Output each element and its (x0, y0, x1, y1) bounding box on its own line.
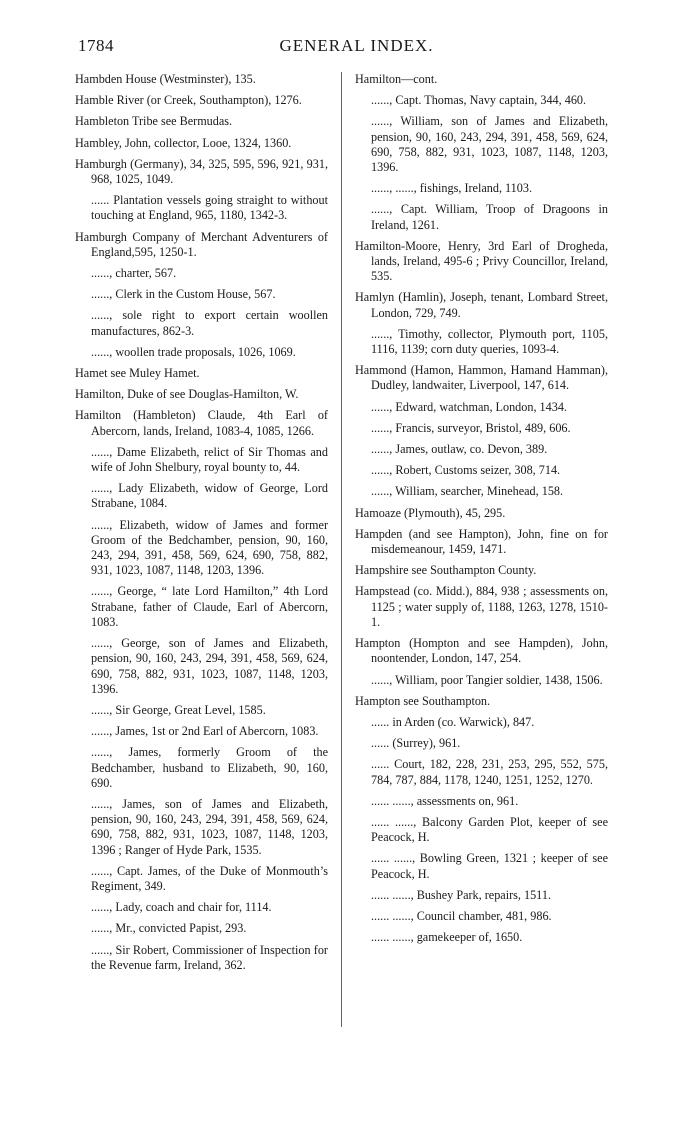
index-entry: Hamilton (Hambleton) Claude, 4th Earl of Abercorn, lands, Ireland, 1083-4, 1085, 1266. (75, 408, 328, 438)
index-entry: Hamlyn (Hamlin), Joseph, tenant, Lombard Street, London, 729, 749. (355, 290, 608, 320)
index-subentry: ...... in Arden (co. Warwick), 847. (371, 714, 535, 729)
index-entry: Hambley, John, collector, Looe, 1324, 1360. (75, 135, 292, 150)
index-subentry: ...... ......, Bowling Green, 1321 ; keeper of see Peacock, H. (371, 851, 608, 881)
index-entry: Hampstead (co. Midd.), 884, 938 ; assessments on, 1125 ; water supply of, 1188, 1263, 1278, 1510-1. (355, 584, 608, 629)
index-subentry: ......, George, son of James and Elizabeth, pension, 90, 160, 243, 294, 391, 458, 569, 624, 690, 758, 882, 931, 1023, 1087, 1148, 1203, 1396. (91, 636, 328, 696)
index-subentry: ...... ......, Balcony Garden Plot, keeper of see Peacock, H. (371, 814, 608, 845)
index-subentry: ......, Lady Elizabeth, widow of George, Lord Strabane, 1084. (91, 481, 328, 511)
index-subentry: ......, William, searcher, Minehead, 158. (371, 484, 564, 499)
index-subentry: ......, Robert, Customs seizer, 308, 714. (371, 463, 561, 478)
index-subentry: ......, James, 1st or 2nd Earl of Abercorn, 1083. (91, 724, 319, 739)
index-subentry: ......, William, son of James and Elizabeth, pension, 90, 160, 243, 294, 391, 458, 569, 624, 690, 758, 882, 931, 1023, 1087, 1148, 1203, 1396. (371, 114, 608, 175)
index-entry: Hamburgh Company of Merchant Adventurers of England,595, 1250-1. (75, 229, 328, 259)
index-entry: Hamble River (or Creek, Southampton), 1276. (75, 93, 302, 108)
index-subentry: ......, William, poor Tangier soldier, 1438, 1506. (371, 672, 603, 687)
index-entry: Hampshire see Southampton County. (355, 563, 537, 578)
index-entry: Hambden House (Westminster), 135. (75, 72, 256, 86)
index-entry: Hampton (Hompton and see Hampden), John, noontender, London, 147, 254. (355, 636, 608, 666)
index-subentry: ...... ......, Bushey Park, repairs, 1511. (371, 887, 551, 902)
index-subentry: ......, woollen trade proposals, 1026, 1069. (91, 344, 296, 359)
index-subentry: ...... (Surrey), 961. (371, 736, 461, 751)
index-subentry: ...... ......, Council chamber, 481, 986. (371, 908, 552, 923)
index-subentry: ......, Capt. William, Troop of Dragoons in Ireland, 1261. (371, 202, 608, 232)
index-subentry: ......, sole right to export certain woollen manufactures, 862-3. (91, 308, 328, 338)
index-column-right (355, 72, 608, 951)
column-divider (341, 72, 342, 1027)
index-subentry: ...... Court, 182, 228, 231, 253, 295, 552, 575, 784, 787, 884, 1178, 1240, 1251, 1252, 1270. (371, 757, 608, 787)
index-entry: Hamilton-Moore, Henry, 3rd Earl of Drogheda, lands, Ireland, 495-6 ; Privy Councillor, Ireland, 535. (355, 238, 608, 284)
index-subentry: ......, George, “ late Lord Hamilton,” 4th Lord Strabane, father of Claude, Earl of Abercorn, 1083. (91, 584, 328, 629)
index-entry: Hambleton Tribe see Bermudas. (75, 114, 233, 129)
index-entry: Hammond (Hamon, Hammon, Hamand Hamman), Dudley, landwaiter, Liverpool, 147, 614. (355, 363, 608, 393)
index-subentry: ......, Francis, surveyor, Bristol, 489, 606. (371, 420, 571, 435)
index-subentry: ......, charter, 567. (91, 266, 177, 281)
index-entry: Hamilton, Duke of see Douglas-Hamilton, W. (75, 387, 299, 402)
index-subentry: ......, James, formerly Groom of the Bedchamber, husband to Elizabeth, 90, 160, 690. (91, 745, 328, 790)
index-subentry: ......, ......, fishings, Ireland, 1103. (371, 181, 533, 196)
index-subentry: ......, Timothy, collector, Plymouth port, 1105, 1116, 1139; corn duty queries, 1093-4. (371, 326, 608, 357)
index-subentry: ...... Plantation vessels going straight to without touching at England, 965, 1180, 1342-3. (91, 193, 328, 223)
index-subentry: ......, James, son of James and Elizabeth, pension, 90, 160, 243, 294, 391, 458, 569, 624, 690, 758, 882, 931, 1023, 1087, 1148, 1203, 1396 ; Ranger of Hyde Park, 1535. (91, 796, 328, 857)
index-subentry: ......, Capt. Thomas, Navy captain, 344, 460. (371, 93, 587, 108)
page-title: GENERAL INDEX. (279, 36, 434, 55)
index-subentry: ......, Dame Elizabeth, relict of Sir Thomas and wife of John Shelbury, royal bounty to, 44. (91, 444, 328, 475)
index-subentry: ......, Mr., convicted Papist, 293. (91, 921, 247, 936)
index-subentry: ......, Capt. James, of the Duke of Monmouth’s Regiment, 349. (91, 863, 328, 893)
index-subentry: ......, Lady, coach and chair for, 1114. (91, 900, 272, 915)
index-subentry: ......, Edward, watchman, London, 1434. (371, 399, 567, 414)
index-subentry: ......, Sir George, Great Level, 1585. (91, 702, 266, 717)
index-entry: Hampton see Southampton. (355, 693, 491, 708)
index-subentry: ......, Clerk in the Custom House, 567. (91, 287, 276, 302)
index-subentry: ......, Sir Robert, Commissioner of Inspection for the Revenue farm, Ireland, 362. (91, 942, 328, 972)
index-continuation-heading: Hamilton—cont. (355, 72, 438, 86)
index-entry: Hampden (and see Hampton), John, fine on for misdemeanour, 1459, 1471. (355, 526, 608, 557)
index-entry: Hamoaze (Plymouth), 45, 295. (355, 505, 506, 520)
index-entry: Hamburgh (Germany), 34, 325, 595, 596, 921, 931, 968, 1025, 1049. (75, 156, 328, 187)
index-column-left (75, 72, 328, 979)
index-subentry: ......, James, outlaw, co. Devon, 389. (371, 442, 548, 457)
index-subentry: ...... ......, gamekeeper of, 1650. (371, 930, 523, 945)
page-number: 1784 (78, 36, 114, 55)
index-entry: Hamet see Muley Hamet. (75, 366, 200, 381)
index-subentry: ...... ......, assessments on, 961. (371, 793, 519, 808)
index-subentry: ......, Elizabeth, widow of James and former Groom of the Bedchamber, pension, 90, 160, 243, 294, 391, 458, 569, 624, 690, 758, 882, 931, 1023, 1087, 1148, 1203, 1396. (91, 517, 328, 578)
